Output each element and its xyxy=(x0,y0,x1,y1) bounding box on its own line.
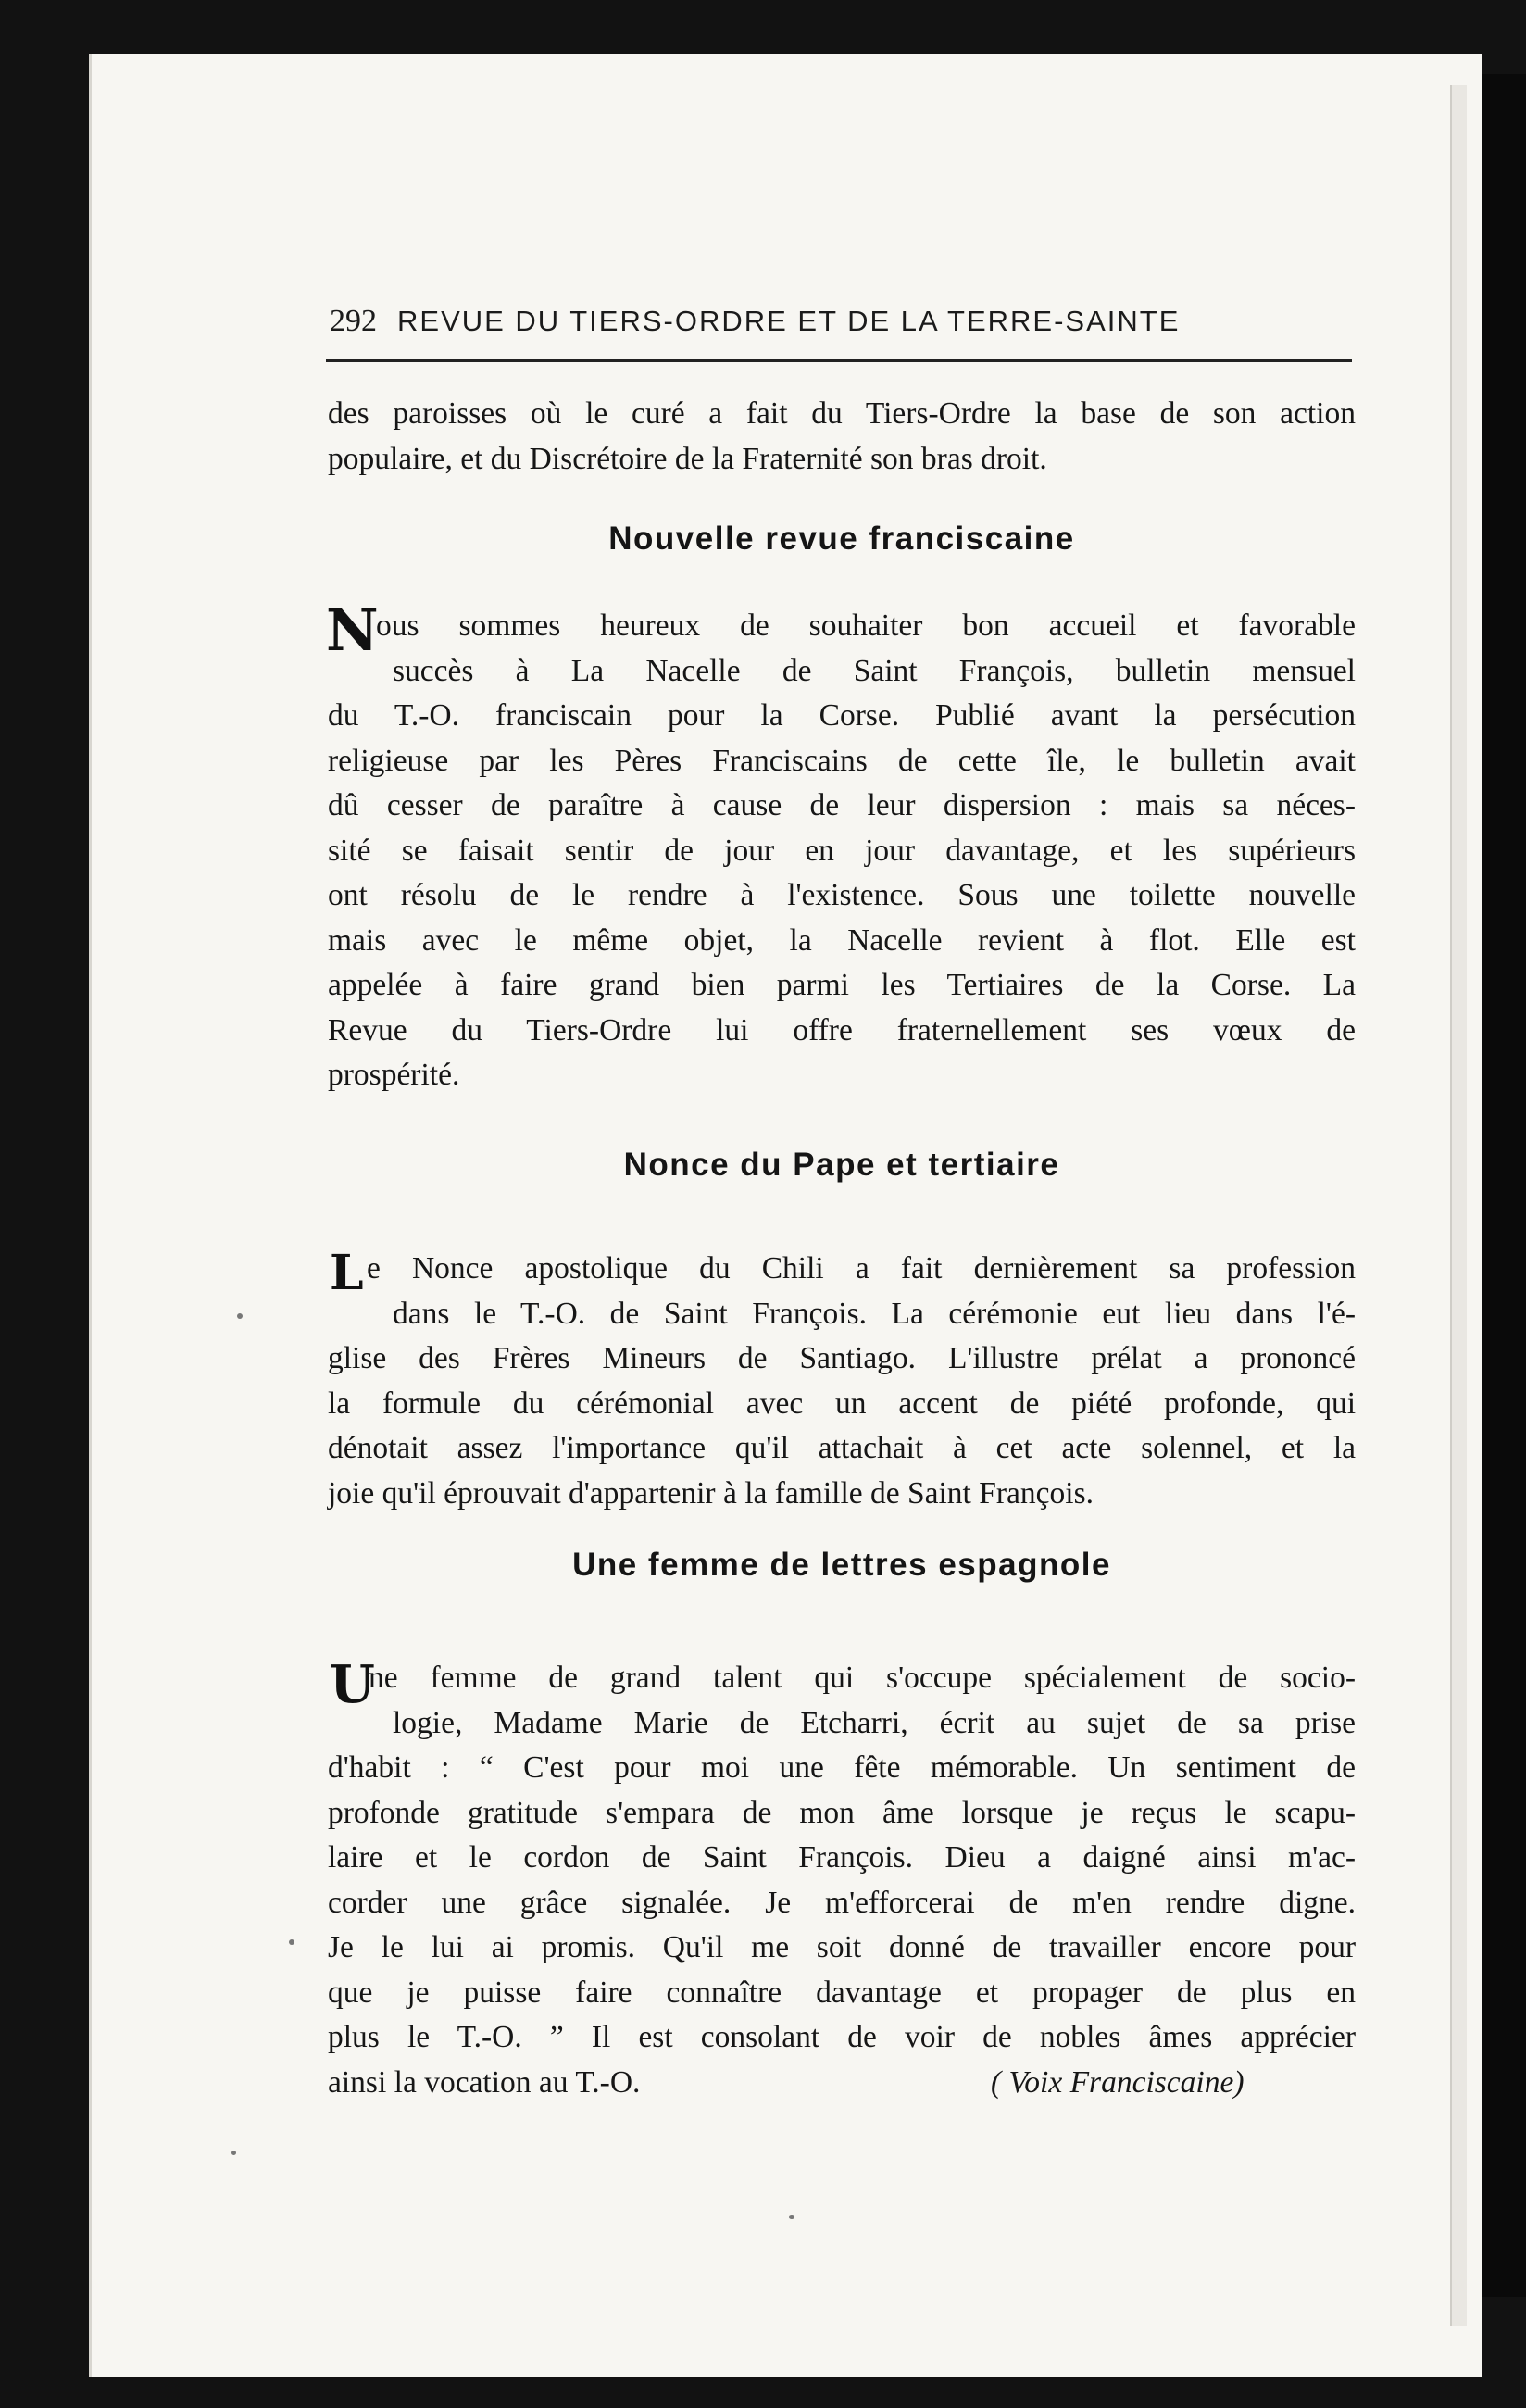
facing-page-edge xyxy=(1450,85,1467,2326)
text-line: profonde gratitude s'empara de mon âme lorsque je reçus le scapu- xyxy=(328,1795,1356,1830)
text-line: ne femme de grand talent qui s'occupe spécialement de socio- xyxy=(369,1661,1356,1695)
scan-speck xyxy=(289,1939,294,1945)
text-line: ont résolu de le rendre à l'existence. Sous une toilette nouvelle xyxy=(328,878,1356,912)
text-line: religieuse par les Pères Franciscains de cette île, le bulletin avait xyxy=(328,743,1356,778)
text-line: des paroisses où le curé a fait du Tiers-Ordre la base de son action xyxy=(328,396,1356,431)
running-header xyxy=(330,304,1348,339)
attribution: ( Voix Franciscaine) xyxy=(991,2064,1245,2100)
text-line: Revue du Tiers-Ordre lui offre fraternellement ses vœux de xyxy=(328,1012,1356,1047)
text-line xyxy=(328,2061,1356,2106)
text-line: plus le T.-O. ” Il est consolant de voir de nobles âmes apprécier xyxy=(328,2020,1356,2054)
section-paragraph xyxy=(328,1656,1356,2105)
text-line: laire et le cordon de Saint François. Dieu a daigné ainsi m'ac- xyxy=(328,1840,1356,1875)
section-paragraph xyxy=(328,1247,1356,1516)
text-line: ous sommes heureux de souhaiter bon accueil et favorable xyxy=(376,608,1356,643)
text-line: appelée à faire grand bien parmi les Tertiaires de la Corse. La xyxy=(328,968,1356,1002)
drop-cap: N xyxy=(326,596,379,664)
text-line: Je le lui ai promis. Qu'il me soit donné de travailler encore pour xyxy=(328,1930,1356,1964)
text-line: succès à La Nacelle de Saint François, bulletin mensuel xyxy=(393,653,1356,688)
text-line: glise des Frères Mineurs de Santiago. L'illustre prélat a prononcé xyxy=(328,1341,1356,1375)
text-line: dans le T.-O. de Saint François. La cérémonie eut lieu dans l'é- xyxy=(393,1296,1356,1331)
scan-speck xyxy=(231,2151,236,2155)
scan-speck xyxy=(789,2215,794,2219)
section-heading: Nonce du Pape et tertiaire xyxy=(623,1147,1060,1183)
text-line: d'habit : “ C'est pour moi une fête mémorable. Un sentiment de xyxy=(328,1750,1356,1785)
drop-cap: L xyxy=(330,1245,364,1301)
text-line: sité se faisait sentir de jour en jour davantage, et les supérieurs xyxy=(328,833,1356,868)
section-heading: Une femme de lettres espagnole xyxy=(572,1547,1111,1583)
text-line: dû cesser de paraître à cause de leur dispersion : mais sa néces- xyxy=(328,788,1356,822)
text-line: logie, Madame Marie de Etcharri, écrit au sujet de sa prise xyxy=(393,1705,1356,1740)
text-line: prospérité. xyxy=(328,1058,460,1092)
closing-text: ainsi la vocation au T.-O. xyxy=(328,2064,641,2100)
drop-cap: U xyxy=(330,1654,375,1715)
section-paragraph xyxy=(326,596,1356,1098)
page-number: 292 xyxy=(330,304,377,338)
running-title: REVUE DU TIERS-ORDRE ET DE LA TERRE-SAINTE xyxy=(397,305,1181,337)
text-line: corder une grâce signalée. Je m'efforcerai de m'en rendre digne. xyxy=(328,1885,1356,1920)
text-line: mais avec le même objet, la Nacelle revient à flot. Elle est xyxy=(328,922,1356,958)
text-line: e Nonce apostolique du Chili a fait dernièrement sa profession xyxy=(367,1251,1356,1286)
text-line: dénotait assez l'importance qu'il attachait à cet acte solennel, et la xyxy=(328,1431,1356,1465)
intro-paragraph xyxy=(328,392,1356,482)
section-heading: Nouvelle revue franciscaine xyxy=(608,520,1075,557)
text-line: populaire, et du Discrétoire de la Fraternité son bras droit. xyxy=(328,441,1047,476)
scan-speck xyxy=(237,1313,243,1319)
text-line: joie qu'il éprouvait d'appartenir à la famille de Saint François. xyxy=(328,1475,1094,1511)
text-line: que je puisse faire connaître davantage et propager de plus en xyxy=(328,1975,1356,2010)
text-line: la formule du cérémonial avec un accent de piété profonde, qui xyxy=(328,1386,1356,1421)
header-rule xyxy=(326,359,1352,362)
text-line: du T.-O. franciscain pour la Corse. Publié avant la persécution xyxy=(328,698,1356,733)
